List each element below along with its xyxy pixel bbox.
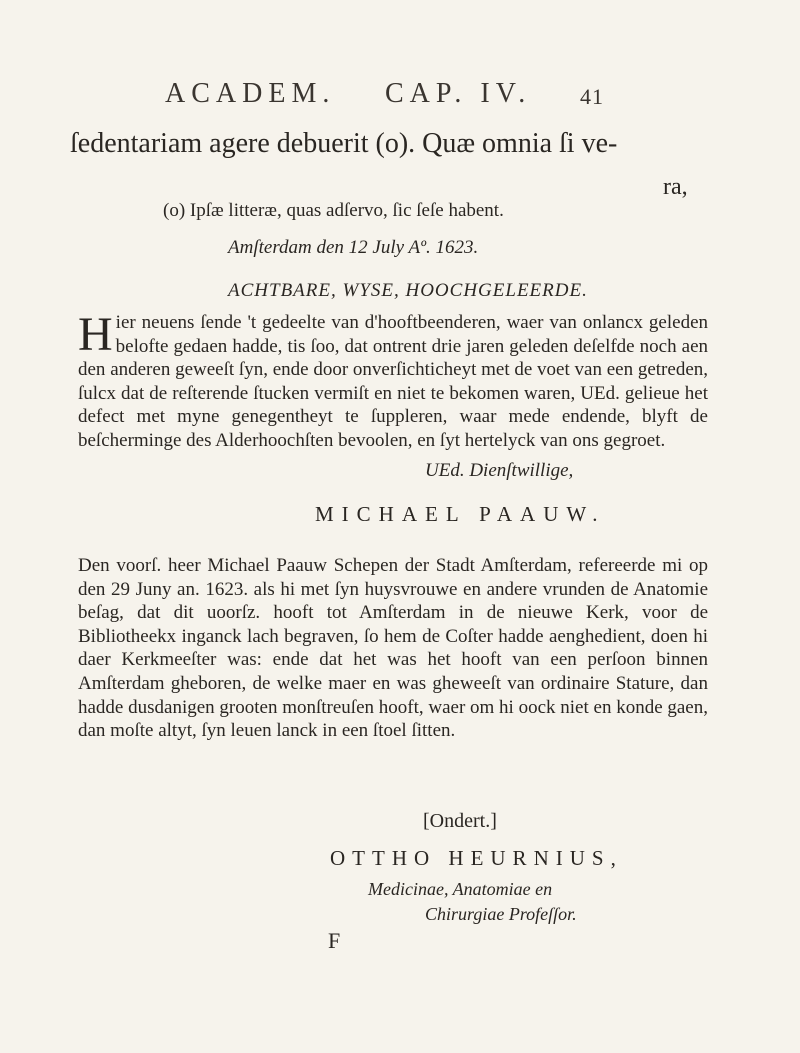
header-left: ACADEM.: [165, 78, 336, 109]
header-chapter: CAP. IV.: [385, 78, 532, 109]
catch-syllable: ra,: [663, 174, 688, 200]
drop-cap: H: [78, 308, 113, 361]
page-number: 41: [580, 84, 604, 109]
author-role-line2: Chirurgiae Profeſſor.: [425, 904, 577, 924]
signed-note: [Ondert.]: [423, 810, 497, 832]
letter-paragraph: [78, 308, 708, 453]
signature-mark: F: [328, 928, 341, 953]
letter-dateline: Amſterdam den 12 July Aº. 1623.: [228, 237, 479, 258]
testimony-paragraph: Den voorſ. heer Michael Paauw Schepen der Stadt Amſterdam, refereerde mi op den 29 Juny an. 1623. als hi met ſyn huysvrouwe en andere vrunden de Anatomie beſag, dat dit uoorſz. hooft tot Amſterdam in de nieuwe Kerk, voor de Bibliotheekx inganck lach begraven, ſo hem de Coſter hadde aenghedient, doen hi daer Kerkmeeſter was: ende dat het was het hooft van een perſoon binnen Amſterdam gheboren, de welke maer en was gheweeſt van ordinaire Stature, dan hadde dusdanigen grooten monſtreuſen hooft, waer om hi oock niet en konde gaen, dan moſte altyt, ſyn leuen lanck in een ſtoel ſitten.: [78, 555, 708, 742]
letter-salutation: ACHTBARE, WYSE, HOOCHGELEERDE.: [228, 280, 588, 301]
footnote: (o) Ipſæ litteræ, quas adſervo, ſic ſeſe habent.: [163, 200, 504, 221]
author-role-line1: Medicinae, Anatomiae en: [368, 879, 553, 899]
signatory-name: MICHAEL PAAUW.: [315, 502, 606, 526]
letter-closing: UEd. Dienſtwillige,: [425, 460, 574, 481]
letter-body: ier neuens ſende 't gedeelte van d'hooftbeenderen, waer van onlancx geleden belofte gedaen hadde, tis ſoo, dat ontrent drie jaren geleden deſelfde noch aen den anderen geweeſt ſyn, ende door onverſichticheyt met de voet van een getreden, ſulcx dat de reſterende ſtucken vermiſt en niet te bekomen waren, UEd. gelieue het defect met myne genegentheyt te ſuppleren, waar mede endende, blyft de beſcherminge des Alderhoochſten bevoolen, en ſyt hertelyck van ons gegroet.: [78, 312, 708, 451]
body-line-latin: ſedentariam agere debuerit (o). Quæ omnia ſi ve-: [70, 128, 618, 159]
author-name: OTTHO HEURNIUS,: [330, 846, 623, 870]
